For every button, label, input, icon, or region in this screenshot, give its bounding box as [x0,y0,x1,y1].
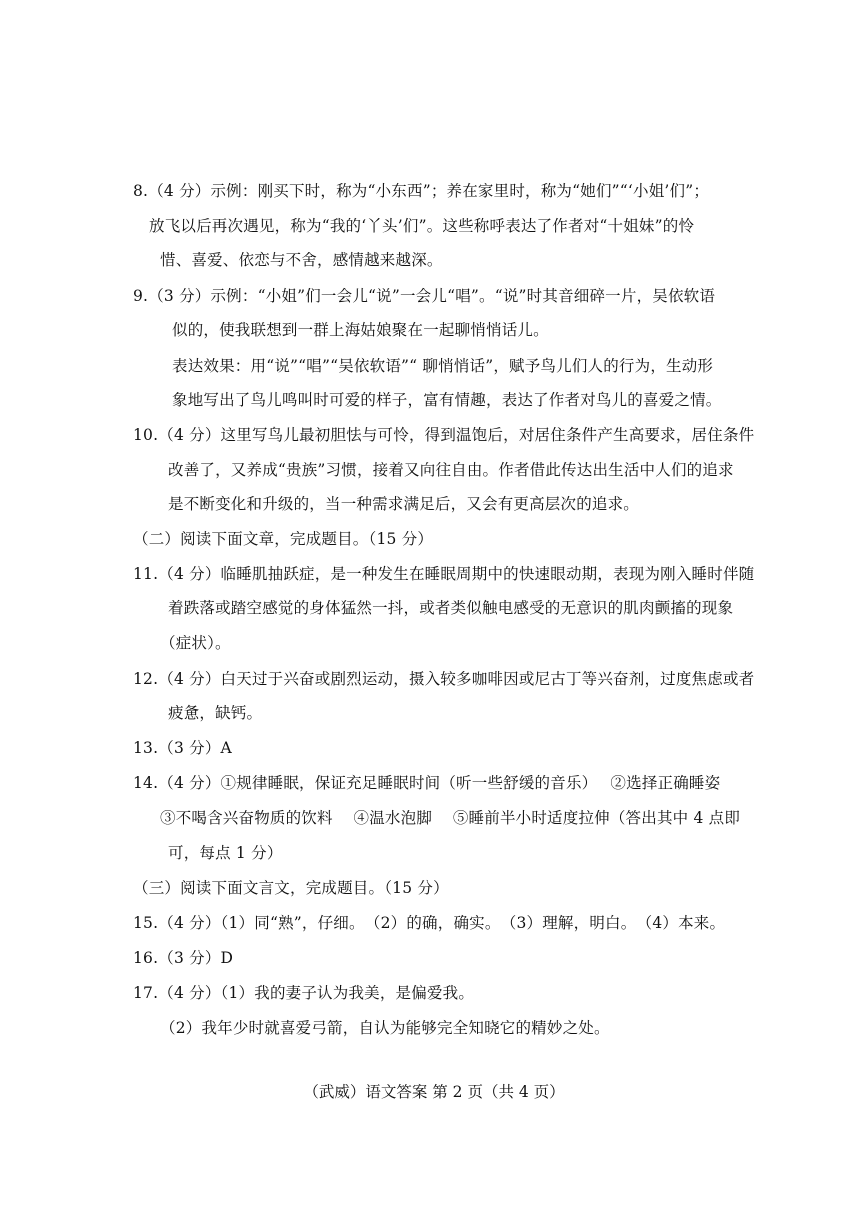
q10-line-3: 是不断变化和升级的，当一种需求满足后，又会有更高层次的追求。 [168,495,640,513]
page-footer: （武威）语文答案 第 2 页（共 4 页） [303,1083,565,1101]
q11-line-2: 着跌落或踏空感觉的身体猛然一抖，或者类似触电感受的无意识的肌肉颤搐的现象 [168,599,734,617]
q15-answer: 15.（4 分）（1）同“熟”，仔细。 （2）的确，确实。 （3）理解，明白。 （4）本来。 [133,914,726,932]
q14-line-1: 14.（4 分）①规律睡眠，保证充足睡眠时间（听一些舒缓的音乐） ②选择正确睡姿 [133,774,721,792]
q8-line-1: 8.（4 分）示例：刚买下时，称为“小东西”；养在家里时，称为“她们”“‘小姐’们”； [133,182,710,200]
q17-line-2: （2）我年少时就喜爱弓箭，自认为能够完全知晓它的精妙之处。 [160,1019,610,1037]
q14-line-3: 可，每点 1 分） [168,844,283,862]
section-3-heading: （三）阅读下面文言文，完成题目。（15 分） [133,879,449,897]
q11-line-3: （症状）。 [160,634,231,652]
q13-answer: 13.（3 分）A [133,739,232,757]
q9-line-1: 9.（3 分）示例：“小姐”们一会儿“说”一会儿“唱”。“说”时其音细碎一片，吴依软语 [133,287,716,305]
q10-line-2: 改善了，又养成“贵族”习惯，接着又向往自由。作者借此传达出生活中人们的追求 [168,461,734,479]
q16-answer: 16.（3 分）D [133,949,234,967]
q8-line-2: 放飞以后再次遇见，称为“我的‘丫头’们”。这些称呼表达了作者对“十姐妹”的怜 [149,217,695,235]
section-2-heading: （二）阅读下面文章，完成题目。（15 分） [133,530,434,548]
q12-line-1: 12.（4 分）白天过于兴奋或剧烈运动，摄入较多咖啡因或尼古丁等兴奋剂，过度焦虑或者 [133,670,755,688]
q14-line-2: ③不喝含兴奋物质的饮料 ④温水泡脚 ⑤睡前半小时适度拉伸（答出其中 4 点即 [160,809,741,827]
q9-line-2: 似的，使我联想到一群上海姑娘聚在一起聊悄悄话儿。 [172,321,549,339]
q9-line-3: 表达效果：用“说”“唱”“吴依软语”“ 聊悄悄话”，赋予鸟儿们人的行为，生动形 [172,357,714,375]
q9-line-4: 象地写出了鸟儿鸣叫时可爱的样子，富有情趣，表达了作者对鸟儿的喜爱之情。 [172,391,722,409]
q12-line-2: 疲惫，缺钙。 [168,704,263,722]
q8-line-3: 惜、喜爱、依恋与不舍，感情越来越深。 [160,251,443,269]
q17-line-1: 17.（4 分）（1）我的妻子认为我美，是偏爱我。 [133,984,475,1002]
q10-line-1: 10.（4 分）这里写鸟儿最初胆怯与可怜，得到温饱后，对居住条件产生高要求，居住条件 [133,426,755,444]
q11-line-1: 11.（4 分）临睡肌抽跃症，是一种发生在睡眠周期中的快速眼动期，表现为刚入睡时伴随 [133,565,755,583]
